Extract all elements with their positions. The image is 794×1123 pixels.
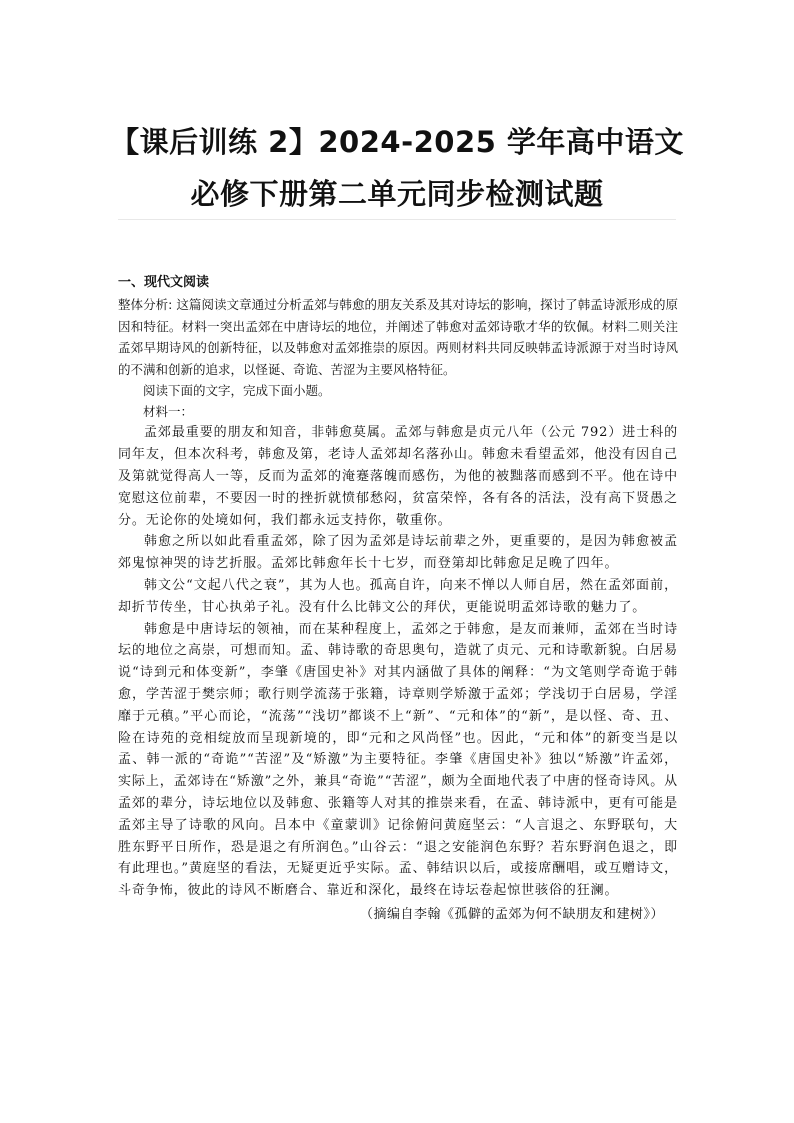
analysis-paragraph: 整体分析: 这篇阅读文章通过分析孟郊与韩愈的朋友关系及其对诗坛的影响，探讨了韩孟诗派形成的原因和特征。材料一突出孟郊在中唐诗坛的地位，并阐述了韩愈对孟郊诗歌才华的钦佩。材料二则关注孟郊早期诗风的创新特征，以及韩愈对孟郊推崇的原因。两则材料共同反映韩孟诗派源于对当时诗风的不满和创新的追求，以怪诞、奇诡、苦涩为主要风格特征。 xyxy=(118,297,678,377)
passage-paragraph-2: 韩愈之所以如此看重孟郊，除了因为孟郊是诗坛前辈之外，更重要的，是因为韩愈被孟郊鬼惊神哭的诗艺折服。孟郊比韩愈年长十七岁，而登第却比韩愈足足晚了四年。 xyxy=(118,534,678,572)
document-title-line-1: 【课后训练 2】2024-2025 学年高中语文 xyxy=(110,125,684,159)
document-body xyxy=(118,272,678,926)
reading-instruction: 阅读下面的文字，完成下面小题。 xyxy=(143,383,331,399)
section-heading: 一、现代文阅读 xyxy=(118,275,210,290)
material-label: 材料一： xyxy=(143,404,194,420)
document-title-line-2: 必修下册第二单元同步检测试题 xyxy=(190,177,604,211)
source-citation: （摘编自李翰《孤僻的孟郊为何不缺朋友和建树》） xyxy=(359,906,664,922)
passage-paragraph-3: 韩文公“文起八代之衰”，其为人也。孤高自许，向来不惮以人师自居，然在孟郊面前，却折节传坐，甘心执弟子礼。没有什么比韩文公的拜伏，更能说明孟郊诗歌的魅力了。 xyxy=(118,577,678,615)
passage-paragraph-1: 孟郊最重要的朋友和知音，非韩愈莫属。孟郊与韩愈是贞元八年（公元 792）进士科的同年友，但本次科考，韩愈及第，老诗人孟郊却名落孙山。韩愈未看望孟郊，他没有因自己及第就觉得高人一等，反而为孟郊的淹蹇落魄而感伤，为他的被黜落而感到不平。他在诗中宽慰这位前辈，不要因一时的挫折就愤郁愁闷，贫富荣悴，各有各的活法，没有高下贤愚之分。无论你的处境如何，我们都永远支持你，敬重你。 xyxy=(118,425,678,528)
title-divider xyxy=(118,219,676,220)
passage-paragraph-4: 韩愈是中唐诗坛的领袖，而在某种程度上，孟郊之于韩愈，是友而兼师，孟郊在当时诗坛的地位之高崇，可想而知。孟、韩诗歌的奇思奥句，造就了贞元、元和诗歌新貌。白居易说“诗到元和体变新”，李肇《唐国史补》对其内涵做了具体的阐释：“为文笔则学奇诡于韩愈，学苦涩于樊宗师；歌行则学流荡于张籍，诗章则学矫激于孟郊；学浅切于白居易，学淫靡于元稹。”平心而论，“流荡”“浅切”都谈不上“新”、“元和体”的“新”，是以怪、奇、丑、险在诗苑的竞相绽放而呈现新境的，即“元和之风尚怪”也。因此，“元和体”的新变当是以孟、韩一派的“奇诡”“苦涩”及“矫激”为主要特征。李肇《唐国史补》独以“矫激”许孟郊，实际上，孟郊诗在“矫激”之外，兼具“奇诡”“苦涩”，颇为全面地代表了中唐的怪奇诗风。从孟郊的辈分，诗坛地位以及韩愈、张籍等人对其的推崇来看，在孟、韩诗派中，更有可能是孟郊主导了诗歌的风向。吕本中《童蒙训》记徐俯问黄庭坚云：“人言退之、东野联句，大胜东野平日所作，恐是退之有所润色。”山谷云：“退之安能润色东野？若东野润色退之，即有此理也。”黄庭坚的看法，无疑更近乎实际。孟、韩结识以后，或接席酬唱，或互赠诗文，斗奇争怖，彼此的诗风不断磨合、靠近和深化，最终在诗坛卷起惊世骇俗的狂澜。 xyxy=(118,621,678,899)
